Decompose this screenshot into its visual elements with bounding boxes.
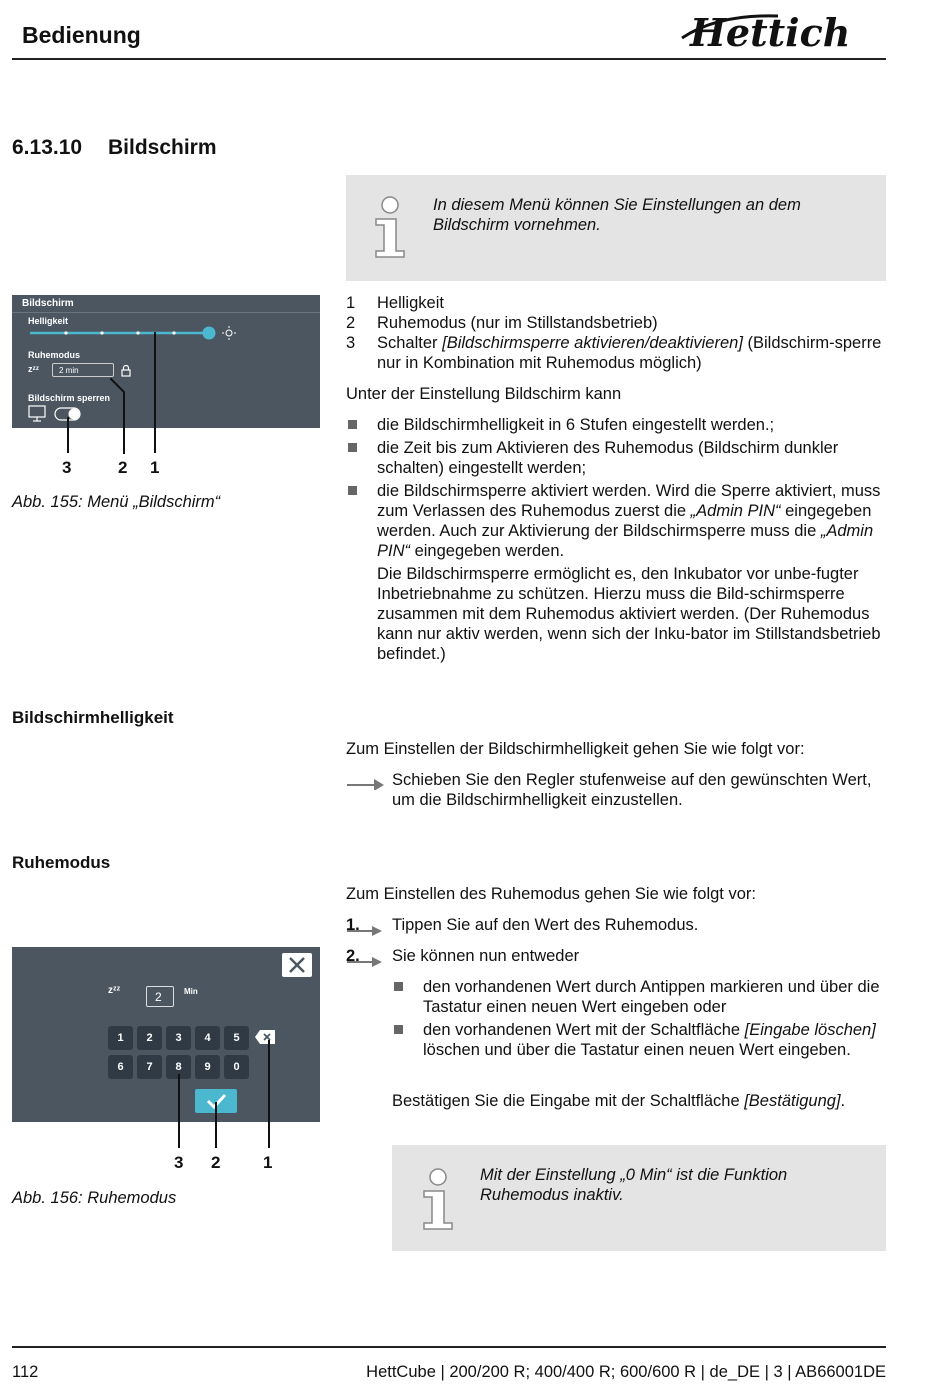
monitor-lock-icon bbox=[28, 405, 48, 423]
step-text: Sie können nun entweder bbox=[392, 947, 580, 965]
figure-caption: Abb. 155: Menü „Bildschirm“ bbox=[12, 493, 221, 511]
callout-leader bbox=[110, 378, 130, 454]
callout-leader bbox=[154, 332, 156, 453]
bullet-text: die Zeit bis zum Aktivieren des Ruhemodus (Bildschirm dunkler schalten) eingestellt werden; bbox=[377, 439, 839, 477]
section-number: 6.13.10 bbox=[12, 136, 83, 159]
callout-number: 1 bbox=[150, 458, 160, 477]
sun-icon bbox=[222, 326, 236, 340]
hettich-logo bbox=[678, 4, 888, 59]
screen-menu-figure bbox=[12, 295, 320, 428]
subsection-heading: Ruhemodus bbox=[12, 853, 111, 872]
callout-leader bbox=[67, 417, 69, 453]
callout-number: 1 bbox=[263, 1153, 273, 1172]
step-number: 2. bbox=[346, 947, 360, 965]
intro-text: Unter der Einstellung Bildschirm kann bbox=[346, 385, 622, 403]
bullet-text: die Bildschirmhelligkeit in 6 Stufen eingestellt werden.; bbox=[377, 416, 775, 434]
screen-divider bbox=[12, 312, 320, 313]
list-item bbox=[346, 293, 886, 313]
keypad-key[interactable]: 2 bbox=[137, 1026, 162, 1050]
info-box bbox=[346, 175, 886, 281]
callout-leader bbox=[215, 1102, 217, 1148]
brightness-intro: Zum Einstellen der Bildschirmhelligkeit gehen Sie wie folgt vor: bbox=[346, 740, 805, 758]
keypad-key[interactable]: 9 bbox=[195, 1055, 220, 1079]
arrow-icon bbox=[346, 954, 386, 968]
info-text: Mit der Einstellung „0 Min“ ist die Funktion Ruhemodus inaktiv. bbox=[480, 1166, 788, 1204]
callout-leader bbox=[268, 1040, 270, 1148]
list-item bbox=[346, 313, 886, 333]
bullet-list bbox=[346, 415, 886, 664]
callout-number: 3 bbox=[62, 458, 72, 477]
subsection-heading: Bildschirmhelligkeit bbox=[12, 708, 174, 727]
figure-caption: Abb. 156: Ruhemodus bbox=[12, 1189, 177, 1207]
item-text: Schalter [Bildschirmsperre aktivieren/deaktivieren] (Bildschirm-sperre nur in Kombination mit Ruhemodus möglich) bbox=[377, 334, 882, 372]
sleep-value-field[interactable]: 2 min bbox=[52, 363, 114, 377]
step-text: Tippen Sie auf den Wert des Ruhemodus. bbox=[392, 916, 699, 934]
close-icon bbox=[282, 953, 312, 977]
screen-title: Bildschirm bbox=[22, 298, 74, 309]
numbered-list bbox=[346, 293, 886, 373]
close-button[interactable] bbox=[282, 953, 312, 977]
bullet-text: den vorhandenen Wert durch Antippen markieren und über die Tastatur einen neuen Wert eingeben oder bbox=[423, 978, 880, 1016]
confirm-text: Bestätigen Sie die Eingabe mit der Schaltfläche [Bestätigung]. bbox=[392, 1092, 846, 1110]
list-item bbox=[346, 333, 886, 373]
instruction-step bbox=[346, 770, 886, 810]
arrow-icon bbox=[346, 923, 386, 937]
keypad-key[interactable]: 1 bbox=[108, 1026, 133, 1050]
lock-label: Bildschirm sperren bbox=[28, 393, 111, 403]
sub-bullet-list bbox=[392, 977, 886, 1063]
info-icon bbox=[370, 195, 410, 259]
document-id: HettCube | 200/200 R; 400/400 R; 600/600 R | de_DE | 3 | AB66001DE bbox=[366, 1363, 886, 1381]
item-number: 3 bbox=[346, 334, 356, 352]
backspace-icon bbox=[254, 1029, 276, 1045]
callout-number: 2 bbox=[118, 458, 128, 477]
keypad-key[interactable]: 4 bbox=[195, 1026, 220, 1050]
section-name: Bildschirm bbox=[108, 136, 217, 159]
lock-icon bbox=[121, 364, 131, 377]
bullet-continuation: Die Bildschirmsperre ermöglicht es, den Inkubator vor unbe-fugter Inbetriebnahme zu schützen. Hierzu muss die Bild-schirmsperre zusammen mit dem Ruhemodus aktiviert werden. (Der Ruhemodus kann nur aktiv werden, wenn sich der Inku-bator im Stillstandsbetrieb befindet.) bbox=[377, 565, 881, 663]
keypad-key[interactable]: 3 bbox=[166, 1026, 191, 1050]
info-icon bbox=[418, 1167, 458, 1231]
list-item bbox=[392, 1020, 886, 1060]
sleep-label: Ruhemodus bbox=[28, 350, 81, 360]
sleep-minutes-input[interactable]: 2 bbox=[146, 986, 174, 1007]
brightness-slider[interactable] bbox=[26, 325, 246, 341]
unit-label: Min bbox=[184, 987, 198, 996]
info-box bbox=[392, 1145, 886, 1251]
info-text: In diesem Menü können Sie Einstellungen an dem Bildschirm vornehmen. bbox=[433, 196, 801, 234]
sleep-zzz-icon: zᶻᶻ bbox=[108, 985, 121, 996]
screen-keypad-figure bbox=[12, 947, 320, 1122]
callout-leader bbox=[178, 1074, 180, 1148]
keypad-key[interactable]: 0 bbox=[224, 1055, 249, 1079]
keypad-key[interactable]: 7 bbox=[137, 1055, 162, 1079]
delete-input-button[interactable] bbox=[254, 1029, 276, 1050]
step-text: Schieben Sie den Regler stufenweise auf den gewünschten Wert, um die Bildschirmhelligkeit einzustellen. bbox=[392, 771, 872, 809]
bullet-text: die Bildschirmsperre aktiviert werden. Wird die Sperre aktiviert, muss zum Verlassen des Ruhemodus zuerst die „Admin PIN“ eingegeben werden. Auch zur Aktivierung der Bildschirmsperre muss die „Admin PIN“ eingegeben werden. bbox=[377, 482, 881, 560]
instruction-step bbox=[346, 915, 886, 935]
step-number: 1. bbox=[346, 916, 360, 934]
item-number: 2 bbox=[346, 314, 356, 332]
keypad-key[interactable]: 5 bbox=[224, 1026, 249, 1050]
item-number: 1 bbox=[346, 294, 356, 312]
bullet-text: den vorhandenen Wert mit der Schaltfläche [Eingabe löschen] löschen und über die Tastatur einen neuen Wert eingeben. bbox=[423, 1021, 876, 1059]
arrow-icon bbox=[346, 770, 386, 790]
section-title bbox=[12, 136, 217, 160]
item-text: Ruhemodus (nur im Stillstandsbetrieb) bbox=[377, 314, 658, 332]
sleep-intro: Zum Einstellen des Ruhemodus gehen Sie wie folgt vor: bbox=[346, 885, 756, 903]
keypad-key[interactable]: 6 bbox=[108, 1055, 133, 1079]
list-item bbox=[346, 481, 886, 561]
brightness-label: Helligkeit bbox=[28, 316, 69, 326]
page-number: 112 bbox=[12, 1363, 39, 1381]
callout-number: 2 bbox=[211, 1153, 221, 1172]
list-item bbox=[346, 438, 886, 478]
item-text: Helligkeit bbox=[377, 294, 444, 312]
keypad-key[interactable]: 8 bbox=[166, 1055, 191, 1079]
callout-number: 3 bbox=[174, 1153, 184, 1172]
list-item bbox=[346, 415, 886, 435]
header-title: Bedienung bbox=[22, 22, 141, 48]
svg-text:Hettich: Hettich bbox=[690, 10, 851, 54]
footer-rule bbox=[12, 1346, 886, 1348]
header-rule bbox=[12, 58, 886, 60]
instruction-step bbox=[346, 946, 886, 966]
list-item bbox=[392, 977, 886, 1017]
sleep-zzz-icon: zᶻᶻ bbox=[28, 364, 40, 374]
